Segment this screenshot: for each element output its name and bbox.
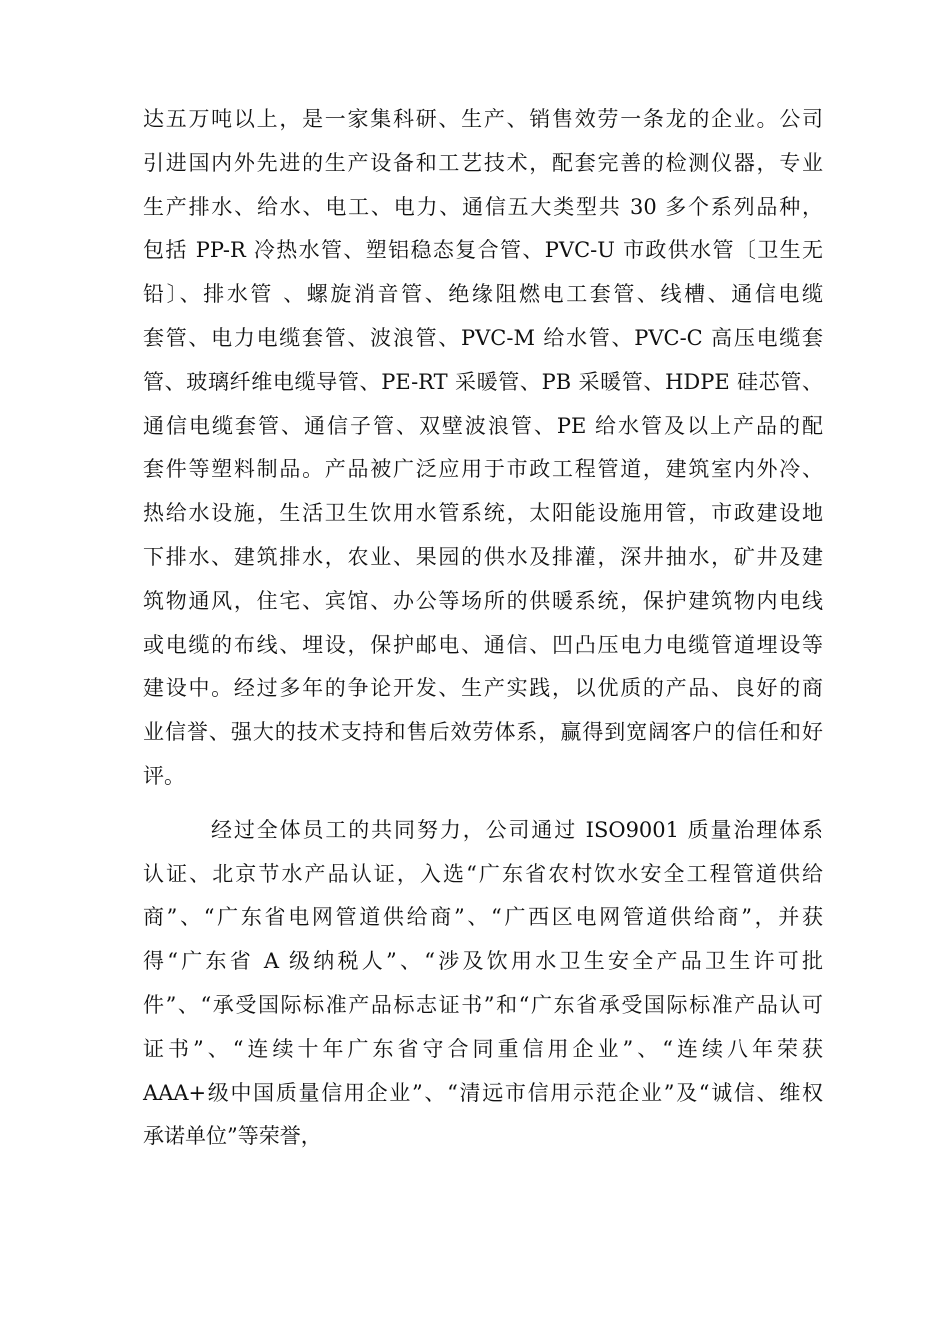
paragraph-line: 包括 PP-R 冷热水管、塑铝稳态复合管、PVC-U 市政供水管〔卫生无 (143, 238, 823, 263)
paragraph-line: 下排水、建筑排水，农业、果园的供水及排灌，深井抽水，矿井及建 (143, 544, 823, 569)
paragraph-company-products (143, 98, 823, 799)
paragraph-line: 热给水设施，生活卫生饮用水管系统，太阳能设施用管，市政建设地 (143, 501, 823, 526)
document-body (143, 98, 823, 1159)
paragraph-line: 通信电缆套管、通信子管、双壁波浪管、PE 给水管及以上产品的配 (143, 413, 823, 438)
paragraph-line: 或电缆的布线、埋设，保护邮电、通信、凹凸压电力电缆管道埋设等 (143, 632, 823, 657)
paragraph-line: 达五万吨以上，是一家集科研、生产、销售效劳一条龙的企业。公司 (143, 107, 823, 131)
paragraph-line: 认证、北京节水产品认证，入选“广东省农村饮水安全工程管道供给 (143, 861, 823, 886)
paragraph-line: 生产排水、给水、电工、电力、通信五大类型共 30 多个系列品种， (143, 194, 823, 219)
paragraph-gap (143, 799, 823, 809)
paragraph-line: AAA+级中国质量信用企业”、“清远市信用示范企业”及“诚信、维权 (143, 1080, 823, 1105)
paragraph-line: 引进国内外先进的生产设备和工艺技术，配套完善的检测仪器，专业 (143, 150, 823, 175)
paragraph-line: 管、玻璃纤维电缆导管、PE-RT 采暖管、PB 采暖管、HDPE 硅芯管、 (143, 369, 823, 394)
paragraph-line: 建设中。经过多年的争论开发、生产实践，以优质的产品、良好的商 (143, 676, 823, 701)
paragraph-line: 铅〕、排水管 、螺旋消音管、绝缘阻燃电工套管、线槽、通信电缆 (143, 282, 823, 307)
paragraph-line: 经过全体员工的共同努力，公司通过 ISO9001 质量治理体系 (211, 817, 823, 842)
paragraph-line: 得“广东省 A 级纳税人”、“涉及饮用水卫生安全产品卫生许可批 (143, 949, 823, 974)
paragraph-line: 套件等塑料制品。产品被广泛应用于市政工程管道，建筑室内外冷、 (143, 457, 823, 482)
paragraph-line: 承诺单位”等荣誉， (143, 1124, 322, 1149)
paragraph-line: 件”、“承受国际标准产品标志证书”和“广东省承受国际标准产品认可 (143, 992, 823, 1017)
paragraph-line: 业信誉、强大的技术支持和售后效劳体系，赢得到宽阔客户的信任和好 (143, 720, 823, 745)
paragraph-line: 商”、“广东省电网管道供给商”、“广西区电网管道供给商”，并获 (143, 905, 823, 930)
paragraph-line: 证书”、“连续十年广东省守合同重信用企业”、“连续八年荣获 (143, 1036, 823, 1061)
paragraph-line: 评。 (143, 763, 185, 788)
paragraph-line: 套管、电力电缆套管、波浪管、PVC-M 给水管、PVC-C 高压电缆套 (143, 325, 823, 350)
paragraph-certifications (143, 809, 823, 1159)
paragraph-line: 筑物通风，住宅、宾馆、办公等场所的供暖系统，保护建筑物内电线 (143, 588, 823, 613)
